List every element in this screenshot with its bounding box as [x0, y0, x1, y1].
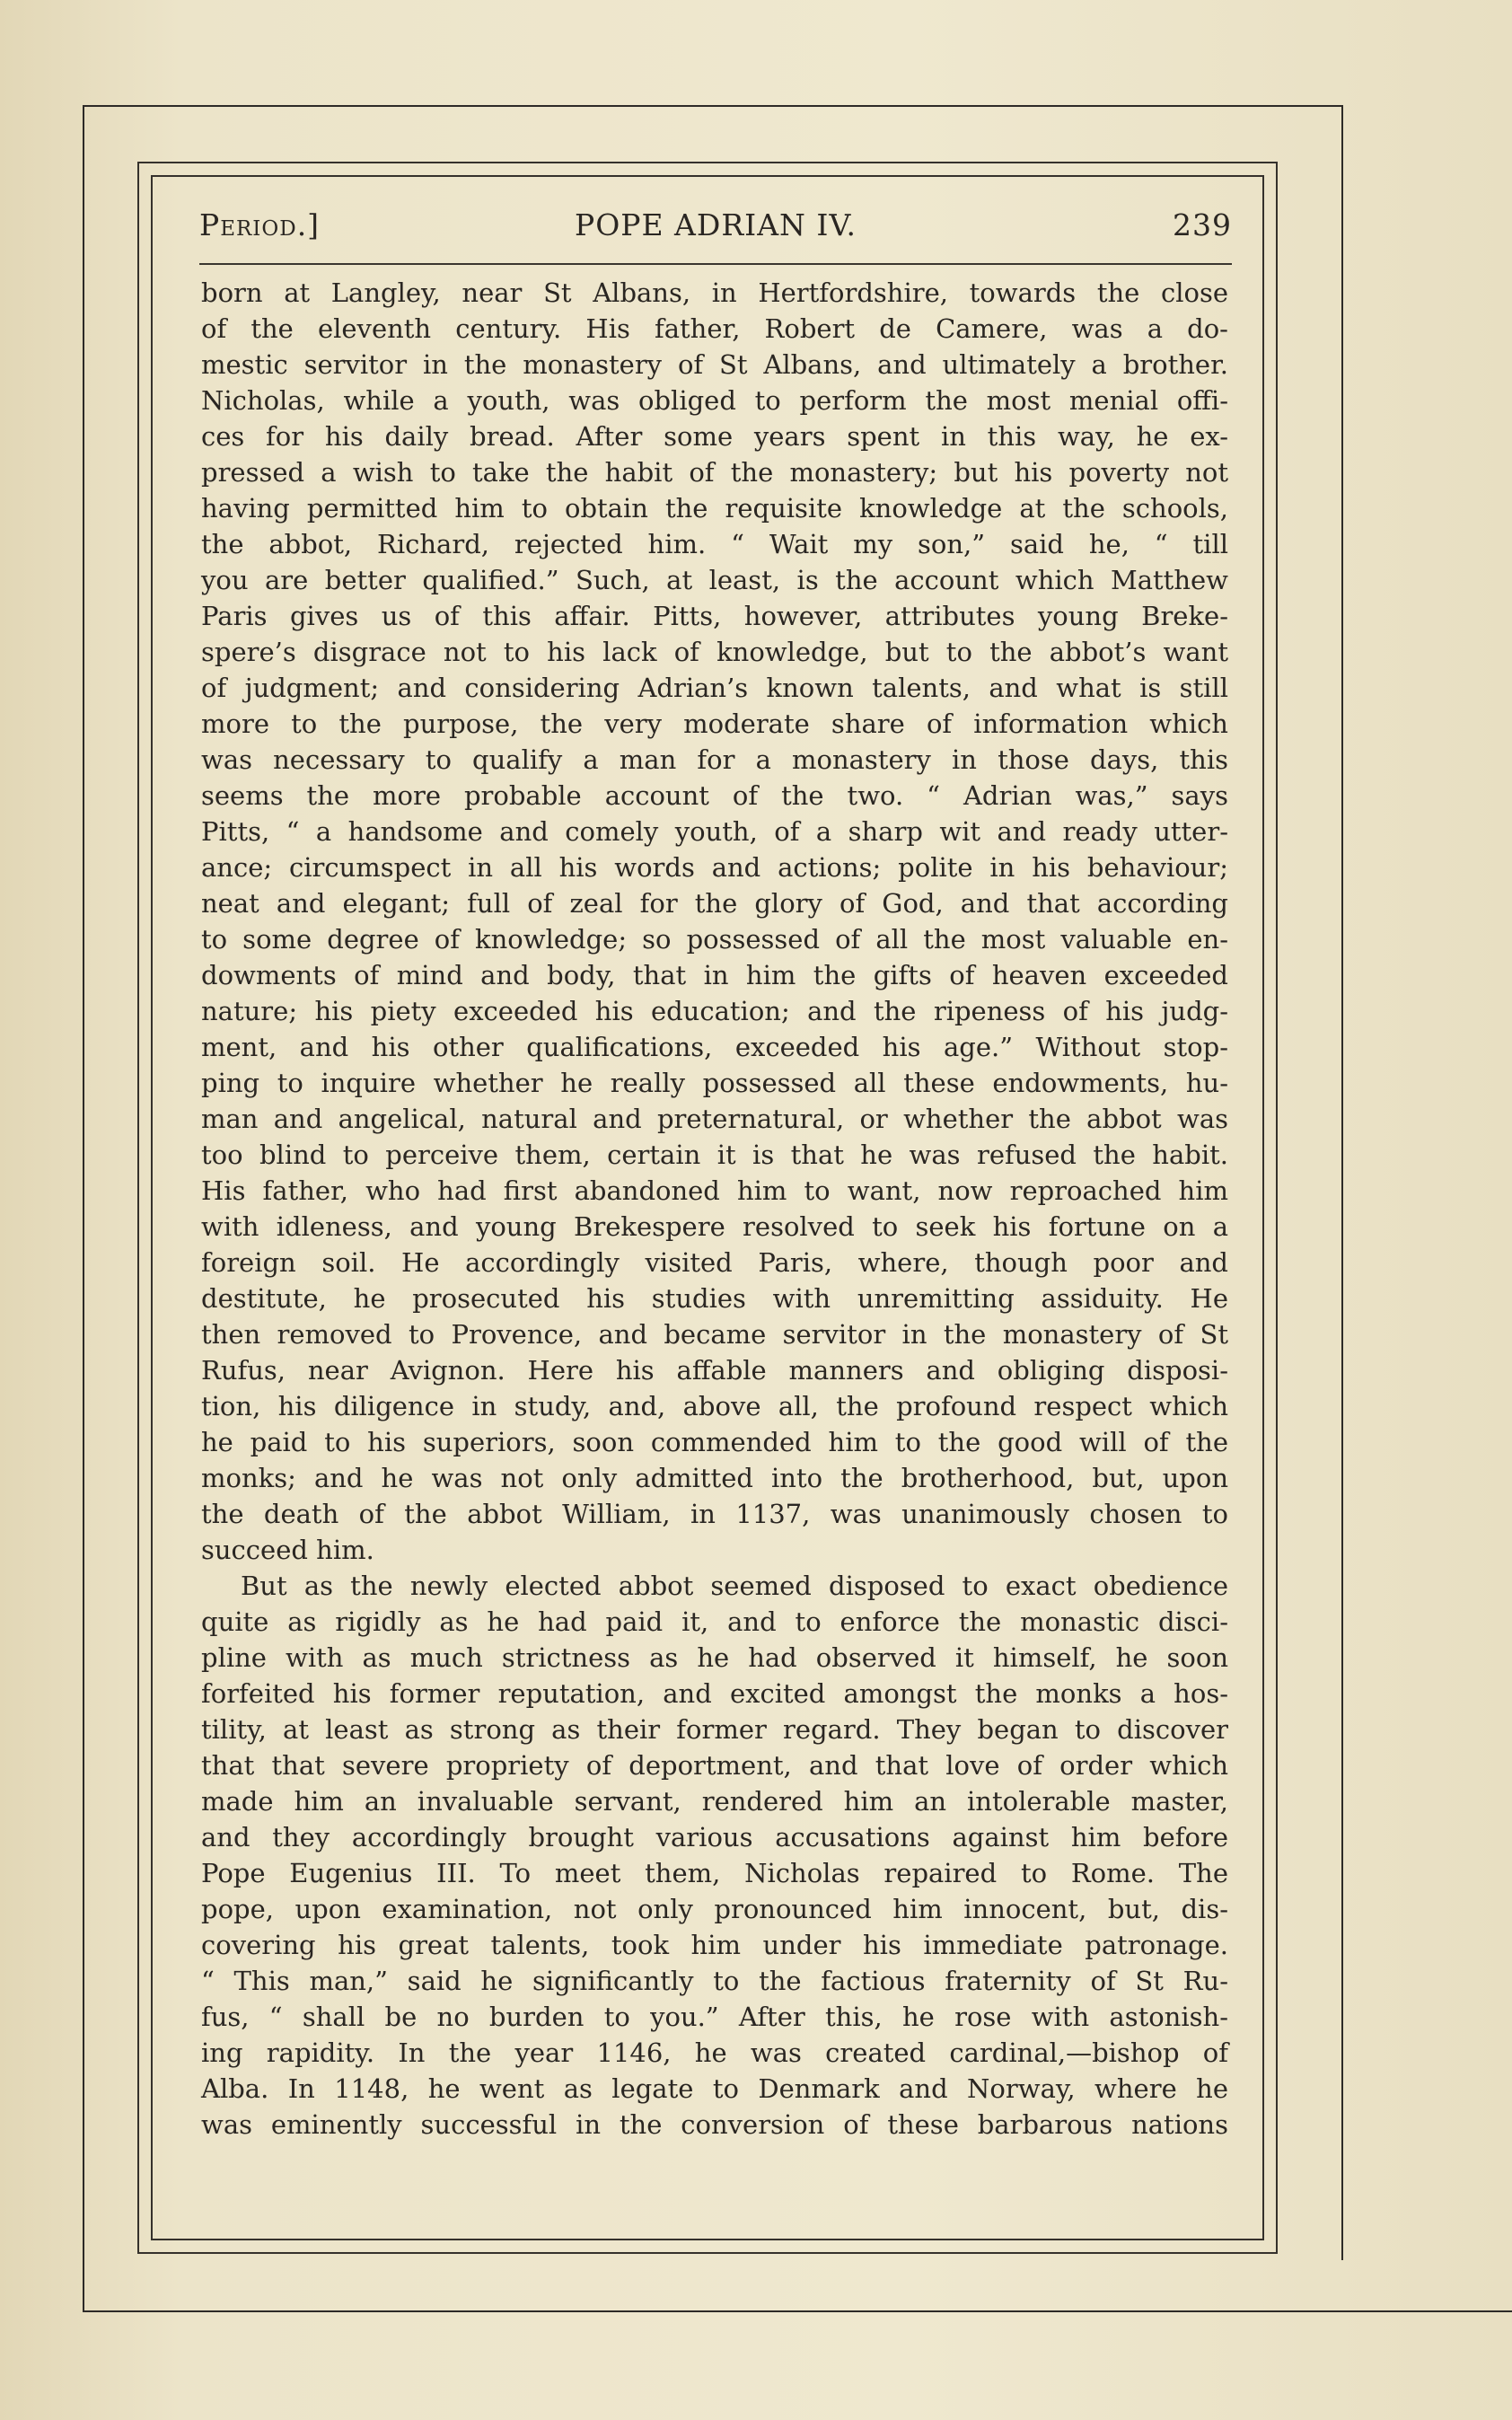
text-line: But as the newly elected abbot seemed disposed to exact obedience — [241, 1571, 1228, 1601]
text-line: more to the purpose, the very moderate share of information which — [201, 708, 1228, 739]
text-line: Paris gives us of this affair. Pitts, however, attributes young Breke- — [201, 601, 1228, 631]
text-line: ping to inquire whether he really possessed all these endowments, hu- — [201, 1068, 1228, 1098]
text-line: Rufus, near Avignon. Here his affable manners and obliging disposi- — [201, 1355, 1228, 1386]
text-line: Pitts, “ a handsome and comely youth, of a sharp wit and ready utter- — [201, 816, 1228, 847]
text-line: the death of the abbot William, in 1137, was unanimously chosen to — [201, 1499, 1228, 1529]
text-line: quite as rigidly as he had paid it, and to enforce the monastic disci- — [201, 1606, 1228, 1637]
text-line: with idleness, and young Brekespere resolved to seek his fortune on a — [201, 1211, 1228, 1242]
text-line: Alba. In 1148, he went as legate to Denmark and Norway, where he — [201, 2073, 1228, 2104]
text-line: too blind to perceive them, certain it is that he was refused the habit. — [201, 1140, 1228, 1170]
text-line: then removed to Provence, and became servitor in the monastery of St — [201, 1319, 1228, 1350]
text-line: ance; circumspect in all his words and actions; polite in his behaviour; — [201, 852, 1228, 883]
text-line: nature; his piety exceeded his education; and the ripeness of his judg- — [201, 996, 1228, 1026]
outer-rule-left — [83, 105, 84, 2312]
text-line: ment, and his other qualifications, exceeded his age.” Without stop- — [201, 1032, 1228, 1062]
text-line: tion, his diligence in study, and, above all, the profound respect which — [201, 1391, 1228, 1421]
text-line: born at Langley, near St Albans, in Hertfordshire, towards the close — [201, 277, 1228, 308]
text-line: you are better qualified.” Such, at least, is the account which Matthew — [201, 565, 1228, 595]
text-line: forfeited his former reputation, and excited amongst the monks a hos- — [201, 1678, 1228, 1709]
text-line: “ This man,” said he significantly to the factious fraternity of St Ru- — [201, 1966, 1228, 1996]
text-line: destitute, he prosecuted his studies with unremitting assiduity. He — [201, 1283, 1228, 1314]
text-line: spere’s disgrace not to his lack of knowledge, but to the abbot’s want — [201, 637, 1228, 667]
page-number: 239 — [1173, 207, 1232, 242]
text-line: of the eleventh century. His father, Robert de Camere, was a do- — [201, 313, 1228, 344]
text-line: ces for his daily bread. After some years spent in this way, he ex- — [201, 421, 1228, 452]
text-line: fus, “ shall be no burden to you.” After this, he rose with astonish- — [201, 2002, 1228, 2032]
text-line: was necessary to qualify a man for a monastery in those days, this — [201, 744, 1228, 775]
text-line: pressed a wish to take the habit of the monastery; but his poverty not — [201, 457, 1228, 488]
text-line: seems the more probable account of the two. “ Adrian was,” says — [201, 780, 1228, 811]
text-line: of judgment; and considering Adrian’s known talents, and what is still — [201, 673, 1228, 703]
text-line: dowments of mind and body, that in him the gifts of heaven exceeded — [201, 960, 1228, 990]
outer-rule-top — [83, 105, 1341, 107]
text-line: His father, who had first abandoned him to want, now reproached him — [201, 1175, 1228, 1206]
text-line: mestic servitor in the monastery of St Albans, and ultimately a brother. — [201, 349, 1228, 380]
text-line: was eminently successful in the conversion of these barbarous nations — [201, 2109, 1228, 2140]
text-line: covering his great talents, took him under his immediate patronage. — [201, 1930, 1228, 1960]
text-line: made him an invaluable servant, rendered him an intolerable master, — [201, 1786, 1228, 1817]
text-line: succeed him. — [201, 1535, 374, 1565]
text-line: tility, at least as strong as their former regard. They began to discover — [201, 1714, 1228, 1745]
text-line: foreign soil. He accordingly visited Paris, where, though poor and — [201, 1247, 1228, 1278]
text-line: that that severe propriety of deportment, and that love of order which — [201, 1750, 1228, 1781]
text-line: and they accordingly brought various accusations against him before — [201, 1822, 1228, 1852]
outer-rule-right — [1341, 105, 1343, 2260]
outer-rule-bottom — [83, 2310, 1512, 2312]
running-header — [199, 202, 1232, 256]
text-line: Nicholas, while a youth, was obliged to perform the most menial offi- — [201, 385, 1228, 416]
text-line: the abbot, Richard, rejected him. “ Wait my son,” said he, “ till — [201, 529, 1228, 559]
text-line: ing rapidity. In the year 1146, he was created cardinal,—bishop of — [201, 2037, 1228, 2068]
text-line: pope, upon examination, not only pronounced him innocent, but, dis- — [201, 1894, 1228, 1924]
body-text — [201, 275, 1228, 2143]
header-rule — [199, 263, 1232, 265]
header-title: POPE ADRIAN IV. — [575, 207, 857, 242]
text-line: man and angelical, natural and preternatural, or whether the abbot was — [201, 1104, 1228, 1134]
header-section: Period.] — [199, 207, 321, 242]
text-line: monks; and he was not only admitted into the brotherhood, but, upon — [201, 1463, 1228, 1493]
text-line: neat and elegant; full of zeal for the glory of God, and that according — [201, 888, 1228, 919]
text-line: having permitted him to obtain the requisite knowledge at the schools, — [201, 493, 1228, 524]
text-line: pline with as much strictness as he had observed it himself, he soon — [201, 1642, 1228, 1673]
text-line: he paid to his superiors, soon commended him to the good will of the — [201, 1427, 1228, 1457]
text-line: Pope Eugenius III. To meet them, Nicholas repaired to Rome. The — [201, 1858, 1228, 1888]
text-line: to some degree of knowledge; so possessed of all the most valuable en- — [201, 924, 1228, 955]
